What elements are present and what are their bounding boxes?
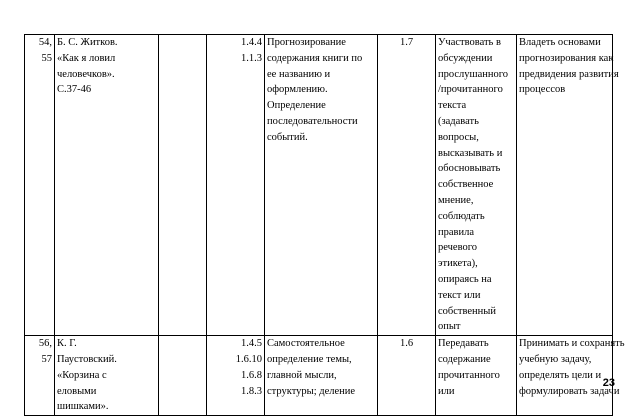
lesson-plan-table <box>24 34 625 416</box>
content-codes-cell: 1.4.4 1.1.3 <box>207 35 265 336</box>
content-codes-cell: 1.4.5 1.6.10 1.6.8 1.8.3 <box>207 336 265 416</box>
lesson-content-cell: Самостоятельное определение темы, главной мысли, структуры; деление <box>265 336 378 416</box>
requirement-code-cell: 1.6 <box>378 336 436 416</box>
page-number: 23 <box>602 377 615 389</box>
literary-work-cell: К. Г. Паустовский. «Корзина с еловыми шишками». <box>55 336 159 416</box>
table-row <box>25 35 613 336</box>
lesson-number-cell: 54, 55 <box>25 35 55 336</box>
literary-work-cell: Б. С. Житков. «Как я ловил человечков». С.37-46 <box>55 35 159 336</box>
activity-cell: Участвовать в обсуждении прослушанного /прочитанного текста (задавать вопросы, высказывать и обосновывать собственное мнение, соблюдать правила речевого этикета), опираясь на текст или собственный опыт <box>436 35 517 336</box>
table-row <box>25 336 613 416</box>
lesson-number-cell: 56, 57 <box>25 336 55 416</box>
empty-cell <box>159 35 207 336</box>
result-cell: Принимать и сохранять учебную задачу, определять цели и формулировать задачи <box>517 336 613 416</box>
lesson-content-cell: Прогнозирование содержания книги по ее названию и оформлению. Определение последовательности событий. <box>265 35 378 336</box>
activity-cell: Передавать содержание прочитанного или <box>436 336 517 416</box>
requirement-code-cell: 1.7 <box>378 35 436 336</box>
empty-cell <box>159 336 207 416</box>
result-cell: Владеть основами прогнозирования как предвидения развития процессов <box>517 35 613 336</box>
